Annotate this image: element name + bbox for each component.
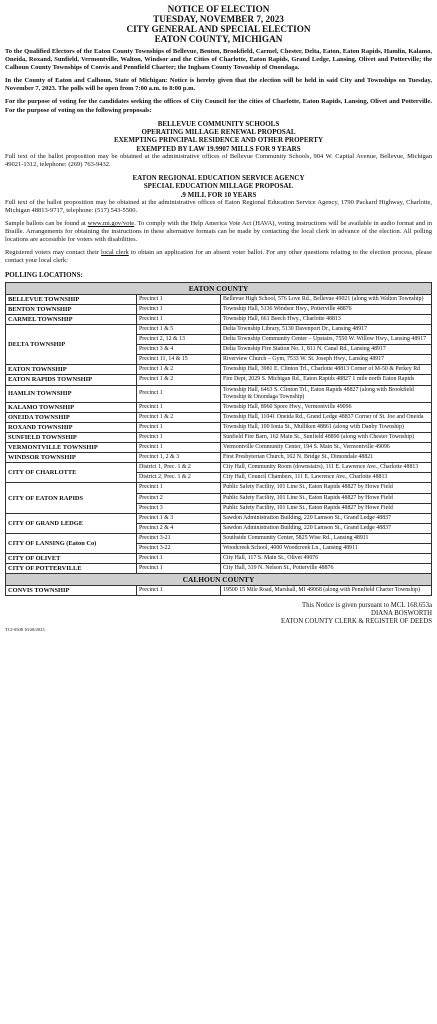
precinct-cell: Precinct 1 & 2 [137, 375, 221, 385]
precinct-cell: Precinct 1 & 3 [137, 513, 221, 523]
municipality-name: EATON RAPIDS TOWNSHIP [6, 375, 137, 385]
municipality-name: SUNFIELD TOWNSHIP [6, 432, 137, 442]
precinct-cell: Precinct 1 [137, 422, 221, 432]
municipality-name: ONEIDA TOWNSHIP [6, 412, 137, 422]
location-cell: Township Hall, 661 Beech Hwy., Charlotte 48813 [221, 314, 432, 324]
precinct-cell: District 2, Prec. 1 & 2 [137, 473, 221, 483]
election-date: TUESDAY, NOVEMBER 7, 2023 [153, 14, 284, 24]
location-cell: Delta Township Community Center – Upstairs, 7550 W. Willow Hwy., Lansing 48917 [221, 335, 432, 345]
election-notice-paragraph: In the County of Eaton and Calhoun, State of Michigan: Notice is hereby given that the election will be held in said City and Townships on Tuesday, November 7, 2023. The polls will be open from 7:00 a.m. to 8:00 p.m. [5, 77, 432, 93]
municipality-name: EATON TOWNSHIP [6, 365, 137, 375]
location-cell: Southside Community Center, 5825 Wise Rd., Lansing 48911 [221, 533, 432, 543]
municipality-name: BENTON TOWNSHIP [6, 304, 137, 314]
municipality-name: CITY OF OLIVET [6, 554, 137, 564]
precinct-cell: Precinct 1 [137, 432, 221, 442]
precinct-cell: Precinct 1 & 5 [137, 324, 221, 334]
table-row [6, 422, 432, 432]
precinct-cell: Precinct 1 [137, 564, 221, 574]
location-cell: Public Safety Facility, 101 Line St., Eaton Rapids 48827 by Howe Field [221, 493, 432, 503]
clerk-name: DIANA BOSWORTH [371, 610, 432, 618]
county-name: EATON COUNTY, MICHIGAN [154, 34, 283, 44]
precinct-cell: Precinct 1 [137, 314, 221, 324]
municipality-name: VERMONTVILLE TOWNSHIP [6, 443, 137, 453]
county-section-header [6, 282, 432, 294]
location-cell: Public Safety Facility, 101 Line St., Eaton Rapids 48827 by Howe Field [221, 503, 432, 513]
precinct-cell: Precinct 3 & 4 [137, 345, 221, 355]
table-row [6, 513, 432, 523]
municipality-name: ROXAND TOWNSHIP [6, 422, 137, 432]
mcl-citation: This Notice is given pursuant to MCL 168.653a [301, 602, 432, 610]
table-row [6, 533, 432, 543]
table-row [6, 304, 432, 314]
location-cell: Riverview Church – Gym, 7533 W. St. Joseph Hwy., Lansing 48917 [221, 355, 432, 365]
municipality-name: DELTA TOWNSHIP [6, 324, 137, 364]
voting-purpose-paragraph: For the purpose of voting for the candidates seeking the offices of City Council for the cities of Charlotte, Eaton Rapids, Lansing, Olivet and Potterville. For the purpose of voting on the following proposals: [5, 98, 432, 114]
location-cell: Sawdon Administration Building, 220 Lamson St., Grand Ledge 48837 [221, 523, 432, 533]
precinct-cell: Precinct 1 & 2 [137, 365, 221, 375]
location-cell: Vermontville Community Center, 194 S. Main St., Vermontville 49096 [221, 443, 432, 453]
location-cell: Township Hall, 5136 Windsor Hwy., Potterville 48876 [221, 304, 432, 314]
precinct-cell: Precinct 1 [137, 483, 221, 493]
notice-title: NOTICE OF ELECTION [167, 4, 270, 14]
location-cell: Township Hall, 6463 S. Clinton Trl., Eaton Rapids 48827 (along with Brookfield Township & Onondaga Township) [221, 385, 432, 402]
location-cell: Delta Township Library, 5130 Davenport Dr., Lansing 48917 [221, 324, 432, 334]
precinct-cell: Precinct 3-21 [137, 533, 221, 543]
table-row [6, 586, 432, 596]
publication-code: TCJ-0508 10/28/2023 [5, 627, 45, 633]
proposal-bellevue-text: Full text of the ballot proposition may be obtained at the administrative offices of Bellevue Community Schools, 904 W. Capital Avenue, Bellevue, Michigan 49021-1312, telephone: (269) 763-9432. [5, 152, 432, 168]
clerk-title: EATON COUNTY CLERK & REGISTER OF DEEDS [280, 618, 432, 626]
vote-site-link[interactable]: www.mi.gov/vote [87, 220, 135, 228]
location-cell: Public Safety Facility, 101 Line St., Eaton Rapids 48827 by Howe Field [221, 483, 432, 493]
table-row [6, 375, 432, 385]
local-clerk-link[interactable]: local clerk [101, 249, 129, 257]
proposal-resa-text: Full text of the ballot proposition may be obtained at the administrative offices of Eaton Regional Education Service Agency, 1790 Packard Highway, Charlotte, Michigan 48813-9717, telephone: (517) 543-5500. [5, 198, 432, 215]
table-row [6, 554, 432, 564]
location-cell: Fire Dept, 2029 S. Michigan Rd., Eaton Rapids 48827 1 mile north Eaton Rapids [221, 375, 432, 385]
municipality-name: CITY OF LANSING (Eaton Co) [6, 533, 137, 553]
municipality-name: CITY OF EATON RAPIDS [6, 483, 137, 513]
precinct-cell: District 1, Prec. 1 & 2 [137, 463, 221, 473]
qualified-electors-paragraph: To the Qualified Electors of the Eaton County Townships of Bellevue, Benton, Brookfield, Carmel, Chester, Delta, Eaton, Eaton Rapids, Hamlin, Kalamo, Oneida, Roxand, Sunfield, Vermontville, Walton, Windsor and the Cities of Charlotte, Eaton Rapids, Grand Ledge, Lansing, Olivet and Potterville; the Calhoun County Townships of Convis and Pennfield Charter; the Ingham County Township of Onondaga. [5, 48, 432, 72]
county-section-header [6, 574, 432, 586]
precinct-cell: Precinct 1 [137, 402, 221, 412]
precinct-cell: Precinct 1 & 2 [137, 412, 221, 422]
precinct-cell: Precinct 11, 14 & 15 [137, 355, 221, 365]
precinct-cell: Precinct 1 [137, 586, 221, 596]
location-cell: Sawdon Administration Building, 220 Lamson St., Grand Ledge 48837 [221, 513, 432, 523]
precinct-cell: Precinct 1 [137, 385, 221, 402]
polling-locations-heading: POLLING LOCATIONS: [5, 270, 83, 279]
precinct-cell: Precinct 3 [137, 503, 221, 513]
location-cell: City Hall, 117 S. Main St., Olivet 49076 [221, 554, 432, 564]
precinct-cell: Precinct 1, 2 & 3 [137, 453, 221, 463]
absent-voter-paragraph: Registered voters may contact their local clerk to obtain an application for an absent voter ballot. For any other questions relating to the election process, please contact your local clerk: [5, 249, 432, 265]
municipality-name: CITY OF POTTERVILLE [6, 564, 137, 574]
municipality-name: CONVIS TOWNSHIP [6, 586, 137, 596]
location-cell: Township Hall, 100 Ionia St., Mulliken 48861 (along with Danby Township) [221, 422, 432, 432]
municipality-name: CITY OF GRAND LEDGE [6, 513, 137, 533]
municipality-name: HAMLIN TOWNSHIP [6, 385, 137, 402]
location-cell: Sunfield Fire Barn, 162 Main St., Sunfield 48890 (along with Chester Township) [221, 432, 432, 442]
precinct-cell: Precinct 2 [137, 493, 221, 503]
proposal-bellevue-heading: BELLEVUE COMMUNITY SCHOOLS OPERATING MILLAGE RENEWAL PROPOSAL EXEMPTING PRINCIPAL RESIDENCE AND OTHER PROPERTY EXEMPTED BY LAW 19.9907 MILLS FOR 9 YEARS [113, 119, 324, 153]
location-cell: Township Hall, 8960 Spore Hwy., Vermontville 49096 [221, 402, 432, 412]
municipality-name: KALAMO TOWNSHIP [6, 402, 137, 412]
table-row [6, 432, 432, 442]
location-cell: First Presbyterian Church, 162 N. Bridge St., Dimondale 48821 [221, 453, 432, 463]
table-row [6, 412, 432, 422]
precinct-cell: Precinct 1 [137, 443, 221, 453]
election-notice [5, 0, 432, 632]
table-row [6, 314, 432, 324]
location-cell: Township Hall, 11041 Oneida Rd., Grand Ledge 48837 Corner of St. Joe and Oneida [221, 412, 432, 422]
precinct-cell: Precinct 2, 12 & 13 [137, 335, 221, 345]
municipality-name: WINDSOR TOWNSHIP [6, 453, 137, 463]
location-cell: Bellevue High School, 576 Love Rd., Bellevue 49021 (along with Walton Township) [221, 294, 432, 304]
location-cell: City Hall, Council Chambers, 111 E. Lawrence Ave., Charlotte 48813 [221, 473, 432, 483]
table-row [6, 365, 432, 375]
notice-footer [5, 602, 432, 626]
municipality-name: CARMEL TOWNSHIP [6, 314, 137, 324]
county-name: CALHOUN COUNTY [6, 574, 432, 586]
election-type: CITY GENERAL AND SPECIAL ELECTION [126, 24, 311, 34]
table-row [6, 483, 432, 493]
notice-header [5, 4, 432, 44]
location-cell: City Hall, 319 N. Nelson St., Potterville 48876 [221, 564, 432, 574]
municipality-name: BELLEVUE TOWNSHIP [6, 294, 137, 304]
county-name: EATON COUNTY [6, 282, 432, 294]
table-row [6, 385, 432, 402]
table-row [6, 564, 432, 574]
sample-ballot-paragraph: Sample ballots can be found at www.mi.gov/vote. To comply with the Help America Vote Act (HAVA), voting instructions will be available in audio format and in Braille. Arrangements for obtaining the instructions in these alternative formats can be made by contacting the local clerk in advance of the election. All polling locations are accessible for voters with disabilities. [5, 220, 433, 244]
proposal-resa-heading: EATON REGIONAL EDUCATION SERVICE AGENCY SPECIAL EDUCATION MILLAGE PROPOSAL .9 MILL FOR 10 YEARS [132, 174, 305, 199]
location-cell: 19500 15 Mile Road, Marshall, MI 49068 (along with Pennfield Charter Township) [221, 586, 432, 596]
table-row [6, 443, 432, 453]
table-row [6, 453, 432, 463]
table-row [6, 324, 432, 334]
precinct-cell: Precinct 1 [137, 304, 221, 314]
table-row [6, 402, 432, 412]
location-cell: Delta Township Fire Station No. 1, 811 N. Canal Rd., Lansing 48917 [221, 345, 432, 355]
precinct-cell: Precinct 3-22 [137, 544, 221, 554]
precinct-cell: Precinct 1 [137, 554, 221, 564]
precinct-cell: Precinct 2 & 4 [137, 523, 221, 533]
location-cell: City Hall, Community Room (downstairs), 111 E. Lawrence Ave., Charlotte 48813 [221, 463, 432, 473]
location-cell: Township Hall, 3981 E. Clinton Trl., Charlotte 48813 Corner of M-50 & Perkey Rd [221, 365, 432, 375]
municipality-name: CITY OF CHARLOTTE [6, 463, 137, 483]
table-row [6, 463, 432, 473]
precinct-cell: Precinct 1 [137, 294, 221, 304]
location-cell: Woodcreek School, 4000 Woodcreek Ln., Lansing 48911 [221, 544, 432, 554]
table-row [6, 294, 432, 304]
polling-locations-table [5, 282, 432, 597]
